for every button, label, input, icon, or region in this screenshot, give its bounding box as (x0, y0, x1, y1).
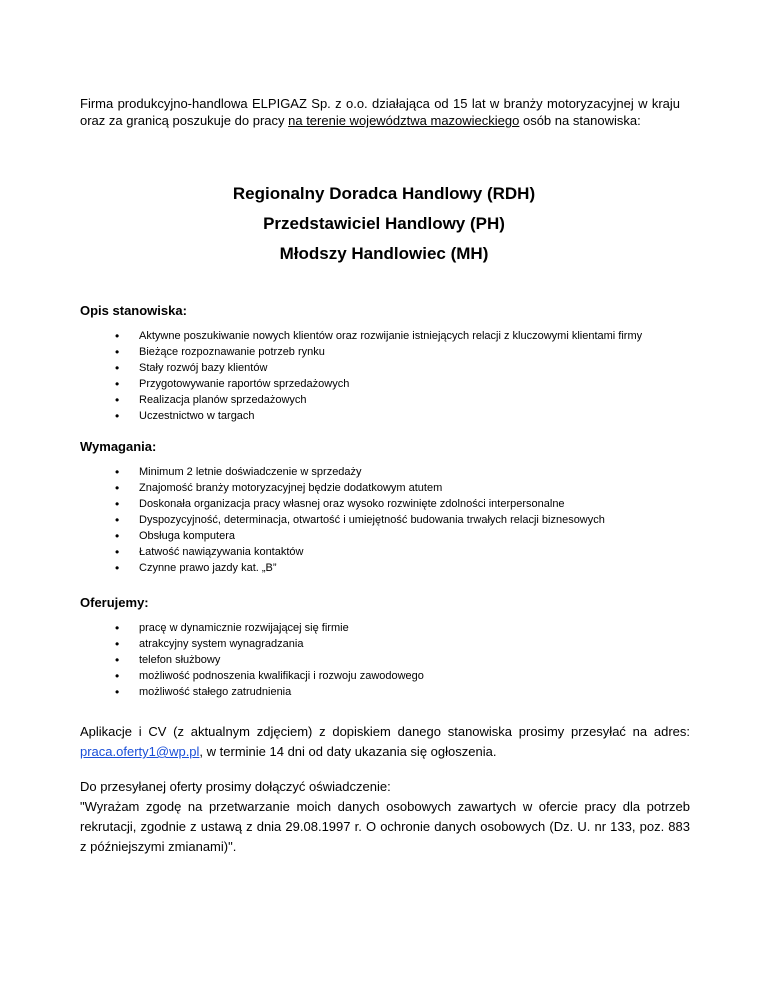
section-opis (80, 302, 700, 424)
list-oferujemy (80, 620, 700, 700)
list-item: • możliwość podnoszenia kwalifikacji i rozwoju zawodowego (80, 668, 700, 684)
list-item: • Uczestnictwo w targach (80, 408, 700, 424)
application-text-before: Aplikacje i CV (z aktualnym zdjęciem) z dopiskiem danego stanowiska prosimy przesyłać na adres: (80, 724, 690, 739)
list-item: • Realizacja planów sprzedażowych (80, 392, 700, 408)
email-link[interactable]: praca.oferty1@wp.pl (80, 744, 200, 759)
application-paragraph (80, 722, 690, 762)
list-item: • Znajomość branży motoryzacyjnej będzie dodatkowym atutem (80, 480, 700, 496)
list-item: • możliwość stałego zatrudnienia (80, 684, 700, 700)
list-item: • Doskonała organizacja pracy własnej oraz wysoko rozwinięte zdolności interpersonalne (80, 496, 700, 512)
position-title-rdh: Regionalny Doradca Handlowy (RDH) (232, 184, 536, 203)
list-item: • Łatwość nawiązywania kontaktów (80, 544, 700, 560)
intro-text-before: Firma produkcyjno-handlowa ELPIGAZ Sp. z o.o. działająca od 15 lat w branży motoryzacyjnej w kraju oraz za granicą poszukuje do pracy (80, 96, 680, 128)
list-item: • Przygotowywanie raportów sprzedażowych (80, 376, 700, 392)
intro-text-after: osób na stanowiska: (519, 113, 641, 128)
intro-paragraph (80, 95, 680, 129)
consent-statement: "Wyrażam zgodę na przetwarzanie moich danych osobowych zawartych w ofercie pracy dla potrzeb rekrutacji, zgodnie z ustawą z dnia 29.08.1997 r. O ochronie danych osobowych (Dz. U. nr 133, poz. 883 z późniejszymi zmianami)". (80, 799, 690, 854)
list-item: • Aktywne poszukiwanie nowych klientów oraz rozwijanie istniejących relacji z kluczowymi klientami firmy (80, 328, 700, 344)
section-oferujemy (80, 594, 700, 700)
list-item: • atrakcyjny system wynagradzania (80, 636, 700, 652)
list-item: • pracę w dynamicznie rozwijającej się firmie (80, 620, 700, 636)
section-heading-wymagania: Wymagania: (80, 439, 157, 454)
intro-region-underlined: na terenie województwa mazowieckiego (288, 113, 520, 128)
section-heading-oferujemy: Oferujemy: (80, 595, 149, 610)
position-title-mh: Młodszy Handlowiec (MH) (279, 244, 489, 263)
list-item: • Czynne prawo jazdy kat. „B” (80, 560, 700, 576)
position-titles (0, 183, 768, 273)
list-opis (80, 328, 700, 424)
consent-lead: Do przesyłanej oferty prosimy dołączyć oświadczenie: (80, 779, 391, 794)
list-wymagania (80, 464, 700, 576)
list-item: • Dyspozycyjność, determinacja, otwartość i umiejętność budowania trwałych relacji biznesowych (80, 512, 700, 528)
list-item: • Minimum 2 letnie doświadczenie w sprzedaży (80, 464, 700, 480)
consent-paragraph (80, 777, 690, 857)
position-title-ph: Przedstawiciel Handlowy (PH) (263, 214, 505, 233)
list-item: • Bieżące rozpoznawanie potrzeb rynku (80, 344, 700, 360)
list-item: • Stały rozwój bazy klientów (80, 360, 700, 376)
list-item: • Obsługa komputera (80, 528, 700, 544)
list-item: • telefon służbowy (80, 652, 700, 668)
section-wymagania (80, 438, 700, 576)
application-text-after: , w terminie 14 dni od daty ukazania się ogłoszenia. (199, 744, 497, 759)
section-heading-opis: Opis stanowiska: (80, 303, 187, 318)
